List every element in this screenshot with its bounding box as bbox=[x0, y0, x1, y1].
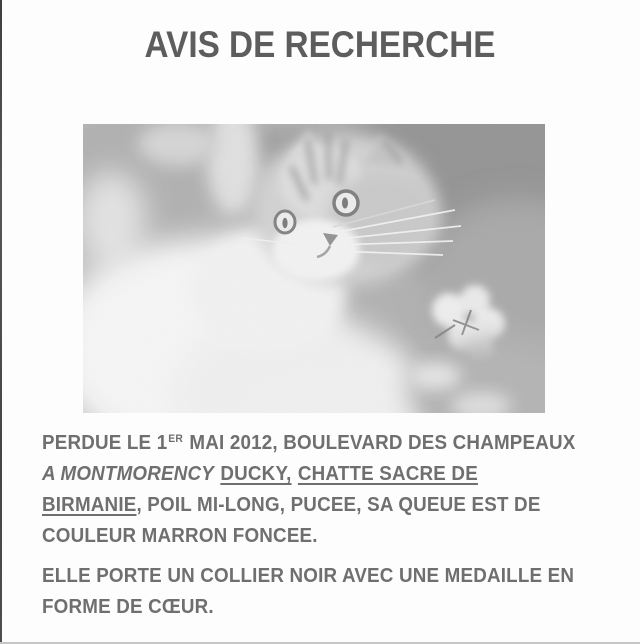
collar-paragraph bbox=[42, 561, 602, 623]
poster-title: AVIS DE RECHERCHE bbox=[144, 24, 496, 65]
text-collar: ELLE PORTE UN COLLIER NOIR AVEC UNE MEDAILLE EN bbox=[42, 565, 575, 587]
poster-description bbox=[42, 428, 602, 623]
description-line-2 bbox=[42, 459, 602, 490]
text-cat-name: DUCKY, bbox=[220, 463, 292, 485]
description-line-4 bbox=[42, 521, 602, 552]
cat-photo bbox=[83, 124, 545, 413]
collar-line-1 bbox=[42, 561, 602, 592]
description-line-3 bbox=[42, 490, 602, 521]
text-breed-part1: CHATTE SACRE DE bbox=[297, 463, 478, 485]
text-tail-color: COULEUR MARRON FONCEE. bbox=[42, 525, 318, 547]
text-heart-medal: FORME DE CŒUR. bbox=[42, 596, 214, 618]
collar-line-2 bbox=[42, 592, 602, 623]
text-boulevard: MAI 2012, BOULEVARD DES CHAMPEAUX bbox=[189, 432, 576, 454]
description-line-1 bbox=[42, 428, 602, 459]
scanner-edge-line-left bbox=[0, 0, 2, 644]
superscript-er: ER bbox=[168, 433, 184, 445]
text-breed-part2: BIRMANIE bbox=[42, 494, 137, 516]
cat-photo-illustration bbox=[83, 124, 545, 413]
text-perdue-date: PERDUE LE 1 bbox=[42, 432, 168, 454]
text-coat-details: , POIL MI-LONG, PUCEE, SA QUEUE EST DE bbox=[136, 494, 541, 516]
description-paragraph bbox=[42, 428, 602, 552]
text-montmorency: A MONTMORENCY bbox=[42, 463, 214, 485]
